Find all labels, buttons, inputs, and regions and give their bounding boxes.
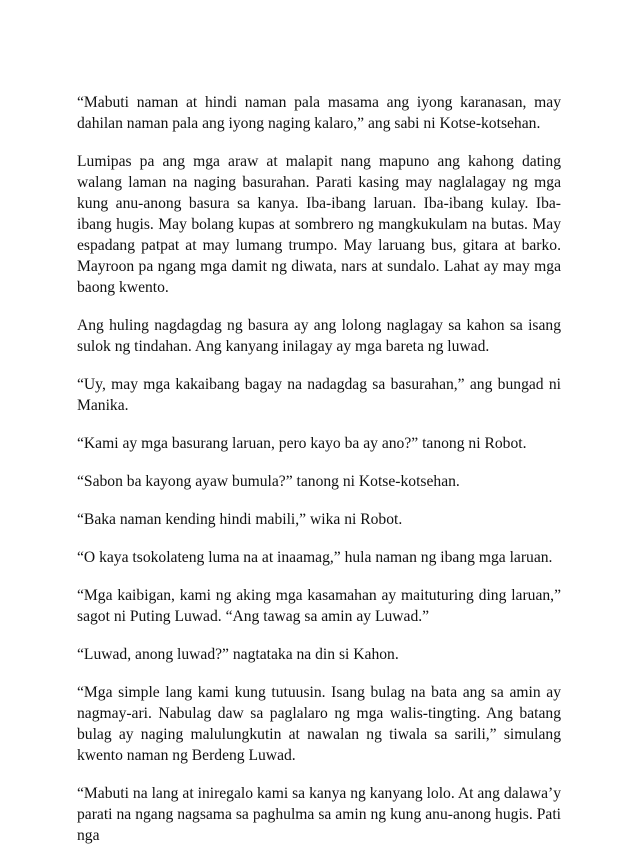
paragraph-2: Lumipas pa ang mga araw at malapit nang mapuno ang kahong dating walang laman na naging basurahan. Parati kasing may naglalagay ng mga kung anu-anong basura sa kanya. Iba-ibang laruan. Iba-ibang kulay. Iba-ibang hugis. May bolang kupas at sombrero ng mangkukulam na butas. May espadang patpat at may lumang trumpo. May laruang bus, gitara at barko. Mayroon pa ngang mga damit ng diwata, nars at sundalo. Lahat ay may mga baong kwento. bbox=[77, 153, 561, 296]
paragraph-11: “Mga simple lang kami kung tutuusin. Isang bulag na bata ang sa amin ay nagmay-ari. Nabulag daw sa paglalaro ng mga walis-tingting. Ang batang bulag ay naging malulungkutin at nawalan ng tiwala sa sarili,” simulang kwento naman ng Berdeng Luwad. bbox=[77, 684, 561, 764]
paragraph-8: “O kaya tsokolateng luma na at inaamag,” hula naman ng ibang mga laruan. bbox=[77, 549, 553, 566]
paragraph-4: “Uy, may mga kakaibang bagay na nadagdag sa basurahan,” ang bungad ni Manika. bbox=[77, 376, 561, 414]
paragraph-7: “Baka naman kending hindi mabili,” wika ni Robot. bbox=[77, 511, 403, 528]
paragraph-9: “Mga kaibigan, kami ng aking mga kasamahan ay maituturing ding laruan,” sagot ni Puting Luwad. “Ang tawag sa amin ay Luwad.” bbox=[77, 587, 561, 625]
paragraph-1: “Mabuti naman at hindi naman pala masama ang iyong karanasan, may dahilan naman pala ang iyong naging kalaro,” ang sabi ni Kotse-kotsehan. bbox=[77, 94, 561, 132]
page-text bbox=[77, 92, 561, 863]
paragraph-10: “Luwad, anong luwad?” nagtataka na din si Kahon. bbox=[77, 646, 399, 663]
paragraph-3: Ang huling nagdagdag ng basura ay ang lolong naglagay sa kahon sa isang sulok ng tindahan. Ang kanyang inilagay ay mga bareta ng luwad. bbox=[77, 317, 561, 355]
paragraph-5: “Kami ay mga basurang laruan, pero kayo ba ay ano?” tanong ni Robot. bbox=[77, 435, 527, 452]
paragraph-6: “Sabon ba kayong ayaw bumula?” tanong ni Kotse-kotsehan. bbox=[77, 473, 460, 490]
paragraph-12: “Mabuti na lang at iniregalo kami sa kanya ng kanyang lolo. At ang dalawa’y parati na ngang nagsama sa paghulma sa amin ng kung anu-anong hugis. Pati nga bbox=[77, 785, 561, 844]
